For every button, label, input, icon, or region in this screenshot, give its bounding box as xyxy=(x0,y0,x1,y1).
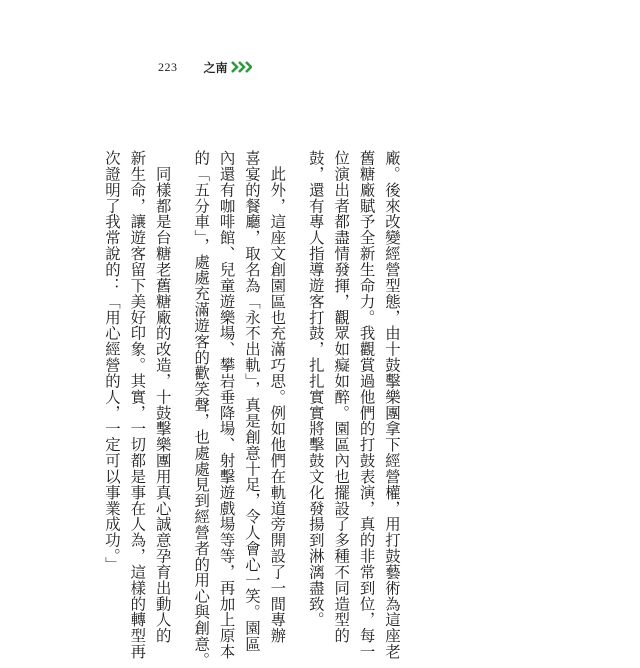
text-line: 喜宴的餐廳，取名為「永不出軌」，真是創意十足，令人會心一笑。園區 xyxy=(242,150,261,652)
text-line: 內還有咖啡館、兒童遊樂場、攀岩垂降場、射擊遊戲場等等，再加上原本 xyxy=(217,150,236,660)
running-title xyxy=(204,59,252,76)
text-line: 此外，這座文創園區也充滿巧思。例如他們在軌道旁開設了一間專辦 xyxy=(268,150,287,644)
body-text xyxy=(99,150,404,668)
text-line: 位演出者都盡情發揮，觀眾如癡如醉。園區內也擺設了多種不同造型的 xyxy=(332,150,351,644)
text-line: 廠。後來改變經營型態，由十鼓擊樂團拿下經營權，用打鼓藝術為這座老 xyxy=(383,150,401,660)
running-title-text: 之南 xyxy=(203,60,228,75)
text-line: 同樣都是台糖老舊糖廠的改造，十鼓擊樂團用真心誠意孕育出動人的 xyxy=(153,150,172,644)
paragraph-gap xyxy=(289,150,302,490)
text-line: 的「五分車」，處處充滿遊客的歡笑聲，也處處見到經營者的用心與創意。 xyxy=(192,150,211,668)
page-number: 223 xyxy=(158,59,178,74)
text-line: 新生命，讓遊客留下美好印象。其實，一切都是事在人為，這樣的轉型再 xyxy=(128,150,147,660)
paragraph-gap xyxy=(175,150,188,490)
double-chevron-right-icon xyxy=(230,61,252,73)
page-header xyxy=(158,58,252,76)
text-line: 舊糖廠賦予全新生命力。我觀賞過他們的打鼓表演，真的非常到位，每一 xyxy=(357,150,376,660)
text-line: 鼓，還有專人指導遊客打鼓，扎扎實實將擊鼓文化發揚到淋漓盡致。 xyxy=(306,150,325,628)
text-line: 次證明了我常說的：「用心經營的人，一定可以事業成功。」 xyxy=(102,150,121,573)
